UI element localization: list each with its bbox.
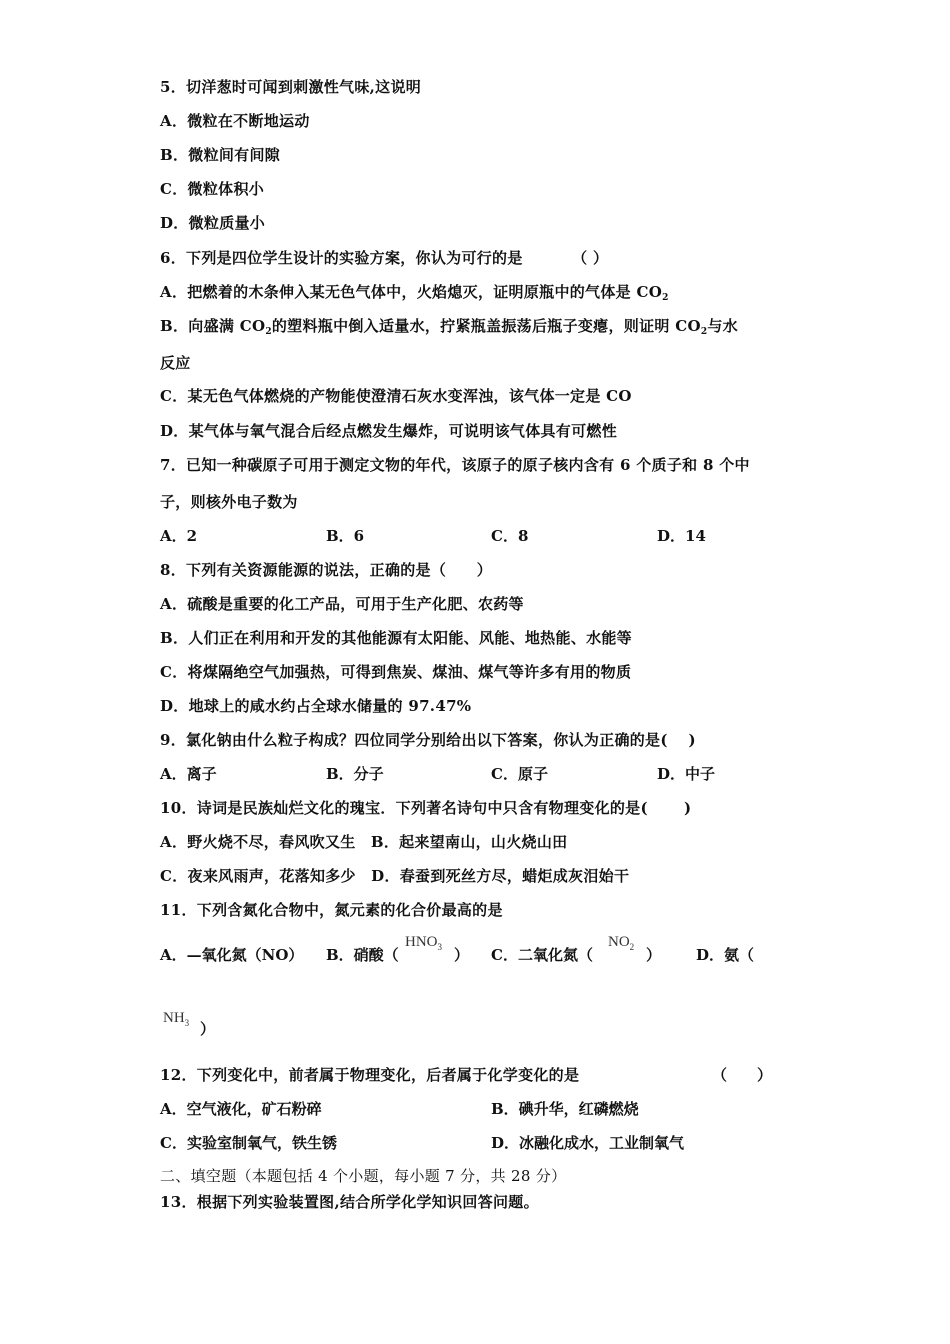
q11-option-d-close: ） xyxy=(200,1020,216,1038)
q10-options-ab: A．野火烧不尽，春风吹又生 B．起来望南山，山火烧山田 xyxy=(160,833,568,851)
q12-stem: 12．下列变化中，前者属于物理变化，后者属于化学变化的是 xyxy=(160,1066,580,1084)
q8-stem: 8．下列有关资源能源的说法，正确的是（ ） xyxy=(160,561,493,579)
q11-option-b: B．硝酸（ xyxy=(326,946,399,964)
q5-option-b: B．微粒间有间隙 xyxy=(160,146,281,164)
hno3-text: HNO xyxy=(405,934,438,950)
q6-option-c: C．某无色气体燃烧的产物能使澄清石灰水变浑浊，该气体一定是 CO xyxy=(160,387,632,405)
no2-subscript: 2 xyxy=(629,942,635,952)
q11-formula-no2 xyxy=(608,934,634,952)
q6-option-d: D．某气体与氧气混合后经点燃发生爆炸，可说明该气体具有可燃性 xyxy=(160,422,618,440)
q6-answer-paren: （ ） xyxy=(572,249,609,267)
q11-option-d: D．氨（ xyxy=(696,946,755,964)
q6-stem-line xyxy=(160,248,608,268)
q9-option-d: D．中子 xyxy=(657,765,716,783)
q6-option-a-subscript: 2 xyxy=(662,293,669,303)
q6-option-b-text-2: 的塑料瓶中倒入适量水，拧紧瓶盖振荡后瓶子变瘪，则证明 CO xyxy=(271,317,701,335)
q5-option-a: A．微粒在不断地运动 xyxy=(160,112,310,130)
q9-option-a: A．离子 xyxy=(160,765,217,783)
nh3-text: NH xyxy=(163,1010,185,1026)
q8-option-d: D．地球上的咸水约占全球水储量的 97.47% xyxy=(160,697,472,715)
q10-stem: 10．诗词是民族灿烂文化的瑰宝．下列著名诗句中只含有物理变化的是( ) xyxy=(160,799,692,817)
q6-stem: 6．下列是四位学生设计的实验方案，你认为可行的是 xyxy=(160,249,523,267)
q6-option-a xyxy=(160,282,669,308)
q7-option-d: D．14 xyxy=(657,527,706,545)
q7-stem: 7．已知一种碳原子可用于测定文物的年代，该原子的原子核内含有 6 个质子和 8 个中 xyxy=(160,456,750,474)
q5-option-c: C．微粒体积小 xyxy=(160,180,265,198)
q12-option-b: B．碘升华，红磷燃烧 xyxy=(491,1100,639,1118)
q12-answer-paren: （ ） xyxy=(712,1066,773,1084)
q11-formula-nh3 xyxy=(163,1010,189,1028)
q6-option-b-continued: 反应 xyxy=(160,354,191,372)
q6-option-b-text-1: B．向盛满 CO xyxy=(160,317,266,335)
q6-option-b-subscript-2: 2 xyxy=(700,327,708,337)
q7-stem-continued: 子，则核外电子数为 xyxy=(160,493,298,511)
q6-option-b xyxy=(160,316,738,342)
q6-option-b-text-3: 与水 xyxy=(707,317,738,335)
q9-option-b: B．分子 xyxy=(326,765,384,783)
section-2-heading: 二、填空题（本题包括 4 个小题，每小题 7 分，共 28 分） xyxy=(160,1167,567,1185)
q6-option-a-text: A．把燃着的木条伸入某无色气体中，火焰熄灭，证明原瓶中的气体是 CO xyxy=(160,283,663,301)
q5-stem: 5．切洋葱时可闻到刺激性气味,这说明 xyxy=(160,78,422,96)
q11-option-b-close: ） xyxy=(454,946,470,964)
hno3-subscript: 3 xyxy=(437,942,442,952)
q5-option-d: D．微粒质量小 xyxy=(160,214,266,232)
q9-option-c: C．原子 xyxy=(491,765,548,783)
q11-option-c-close: ） xyxy=(646,946,662,964)
q7-option-a: A．2 xyxy=(160,527,198,545)
q7-option-b: B．6 xyxy=(326,527,365,545)
q12-option-d: D．冰融化成水，工业制氧气 xyxy=(491,1134,685,1152)
q11-formula-hno3 xyxy=(405,934,442,952)
q10-options-cd: C．夜来风雨声，花落知多少 D．春蚕到死丝方尽，蜡炬成灰泪始干 xyxy=(160,867,630,885)
q11-option-a: A．—氧化氮（NO） xyxy=(160,946,304,964)
q6-option-b-subscript-1: 2 xyxy=(265,327,272,337)
q13-stem: 13．根据下列实验装置图,结合所学化学知识回答问题。 xyxy=(160,1193,539,1211)
q9-stem: 9．氯化钠由什么粒子构成？四位同学分别给出以下答案，你认为正确的是( ) xyxy=(160,731,696,749)
q7-option-c: C．8 xyxy=(491,527,529,545)
q12-option-c: C．实验室制氧气，铁生锈 xyxy=(160,1134,337,1152)
q11-stem: 11．下列含氮化合物中，氮元素的化合价最高的是 xyxy=(160,901,503,919)
q8-option-b: B．人们正在利用和开发的其他能源有太阳能、风能、地热能、水能等 xyxy=(160,629,632,647)
q8-option-a: A．硫酸是重要的化工产品，可用于生产化肥、农药等 xyxy=(160,595,524,613)
q11-option-c: C．二氧化氮（ xyxy=(491,946,593,964)
q12-option-a: A．空气液化，矿石粉碎 xyxy=(160,1100,322,1118)
nh3-subscript: 3 xyxy=(184,1018,190,1028)
q8-option-c: C．将煤隔绝空气加强热，可得到焦炭、煤油、煤气等许多有用的物质 xyxy=(160,663,632,681)
no2-text: NO xyxy=(608,934,630,950)
